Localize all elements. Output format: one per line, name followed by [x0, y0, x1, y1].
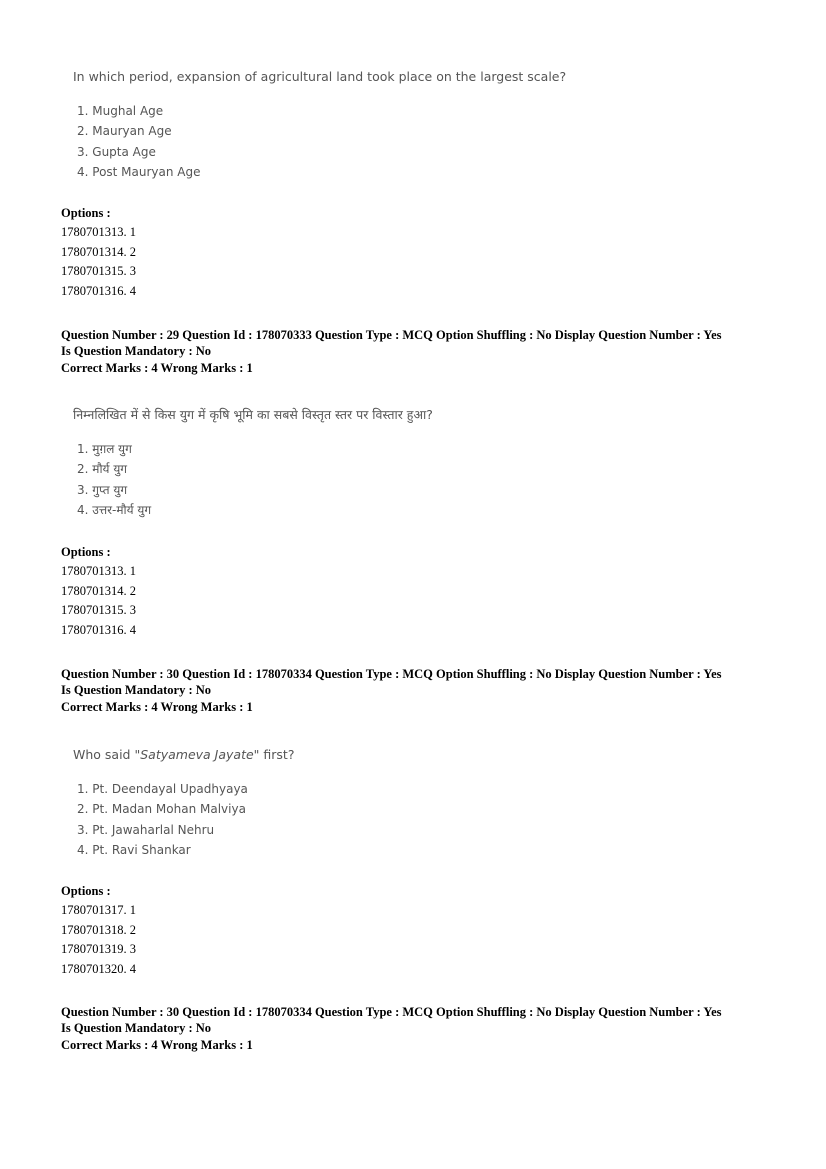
options-list	[61, 882, 136, 980]
option-row: 1780701317. 1	[61, 903, 136, 917]
question-text-emphasis: Satyameva Jayate	[140, 747, 254, 762]
option-row: 1780701313. 1	[61, 564, 136, 578]
choice-item: 2. Pt. Madan Mohan Malviya	[77, 802, 246, 817]
option-row: 1780701315. 3	[61, 603, 136, 618]
question-image-english-agriculture	[73, 69, 566, 182]
options-list	[61, 543, 136, 641]
choice-item: 3. Pt. Jawaharlal Nehru	[77, 822, 215, 837]
question-marks: Correct Marks : 4 Wrong Marks : 1	[61, 1038, 253, 1052]
option-row: 1780701315. 3	[61, 264, 136, 279]
option-row: 1780701316. 4	[61, 284, 136, 299]
question-meta-line: Question Number : 29 Question Id : 178070333 Question Type : MCQ Option Shuffling : No Display Question Number : Yes	[61, 328, 722, 342]
question-mandatory: Is Question Mandatory : No	[61, 344, 212, 358]
choice-item: 1. मुग़ल युग	[77, 442, 132, 456]
question-meta	[61, 666, 722, 717]
question-text: निम्नलिखित में से किस युग में कृषि भूमि का सबसे विस्तृत स्तर पर विस्तार हुआ?	[73, 407, 433, 422]
options-label: Options :	[61, 884, 111, 898]
question-image-hindi-agriculture	[73, 407, 433, 520]
choice-item: 2. Mauryan Age	[77, 124, 172, 139]
option-row: 1780701318. 2	[61, 922, 136, 937]
options-label: Options :	[61, 206, 111, 220]
option-row: 1780701320. 4	[61, 962, 136, 977]
choice-item: 4. Pt. Ravi Shankar	[77, 842, 191, 857]
question-choices	[77, 439, 433, 520]
option-row: 1780701314. 2	[61, 244, 136, 259]
question-image-english-satyameva	[73, 747, 294, 860]
choice-item: 2. मौर्य युग	[77, 462, 128, 477]
choice-item: 4. उत्तर-मौर्य युग	[77, 502, 152, 517]
question-marks: Correct Marks : 4 Wrong Marks : 1	[61, 361, 253, 375]
question-meta-line: Question Number : 30 Question Id : 178070334 Question Type : MCQ Option Shuffling : No Display Question Number : Yes	[61, 667, 722, 681]
question-mandatory: Is Question Mandatory : No	[61, 1021, 212, 1035]
choice-item: 1. Pt. Deendayal Upadhyaya	[77, 782, 248, 796]
question-mandatory: Is Question Mandatory : No	[61, 683, 212, 697]
question-choices	[77, 101, 566, 182]
question-marks: Correct Marks : 4 Wrong Marks : 1	[61, 700, 253, 714]
option-row: 1780701316. 4	[61, 623, 136, 638]
choice-item: 3. गुप्त युग	[77, 482, 128, 497]
question-meta	[61, 327, 722, 378]
choice-item: 1. Mughal Age	[77, 104, 164, 118]
question-text-post: " first?	[253, 747, 295, 762]
options-list	[61, 204, 136, 302]
question-meta	[61, 1004, 722, 1055]
choice-item: 3. Gupta Age	[77, 144, 156, 159]
option-row: 1780701319. 3	[61, 942, 136, 957]
question-text: In which period, expansion of agricultural land took place on the largest scale?	[73, 69, 567, 84]
option-row: 1780701314. 2	[61, 583, 136, 598]
question-meta-line: Question Number : 30 Question Id : 178070334 Question Type : MCQ Option Shuffling : No Display Question Number : Yes	[61, 1005, 722, 1019]
option-row: 1780701313. 1	[61, 225, 136, 239]
question-text	[73, 747, 294, 763]
question-choices	[77, 779, 294, 860]
choice-item: 4. Post Mauryan Age	[77, 164, 201, 179]
question-text-pre: Who said "	[73, 747, 141, 762]
options-label: Options :	[61, 545, 111, 559]
